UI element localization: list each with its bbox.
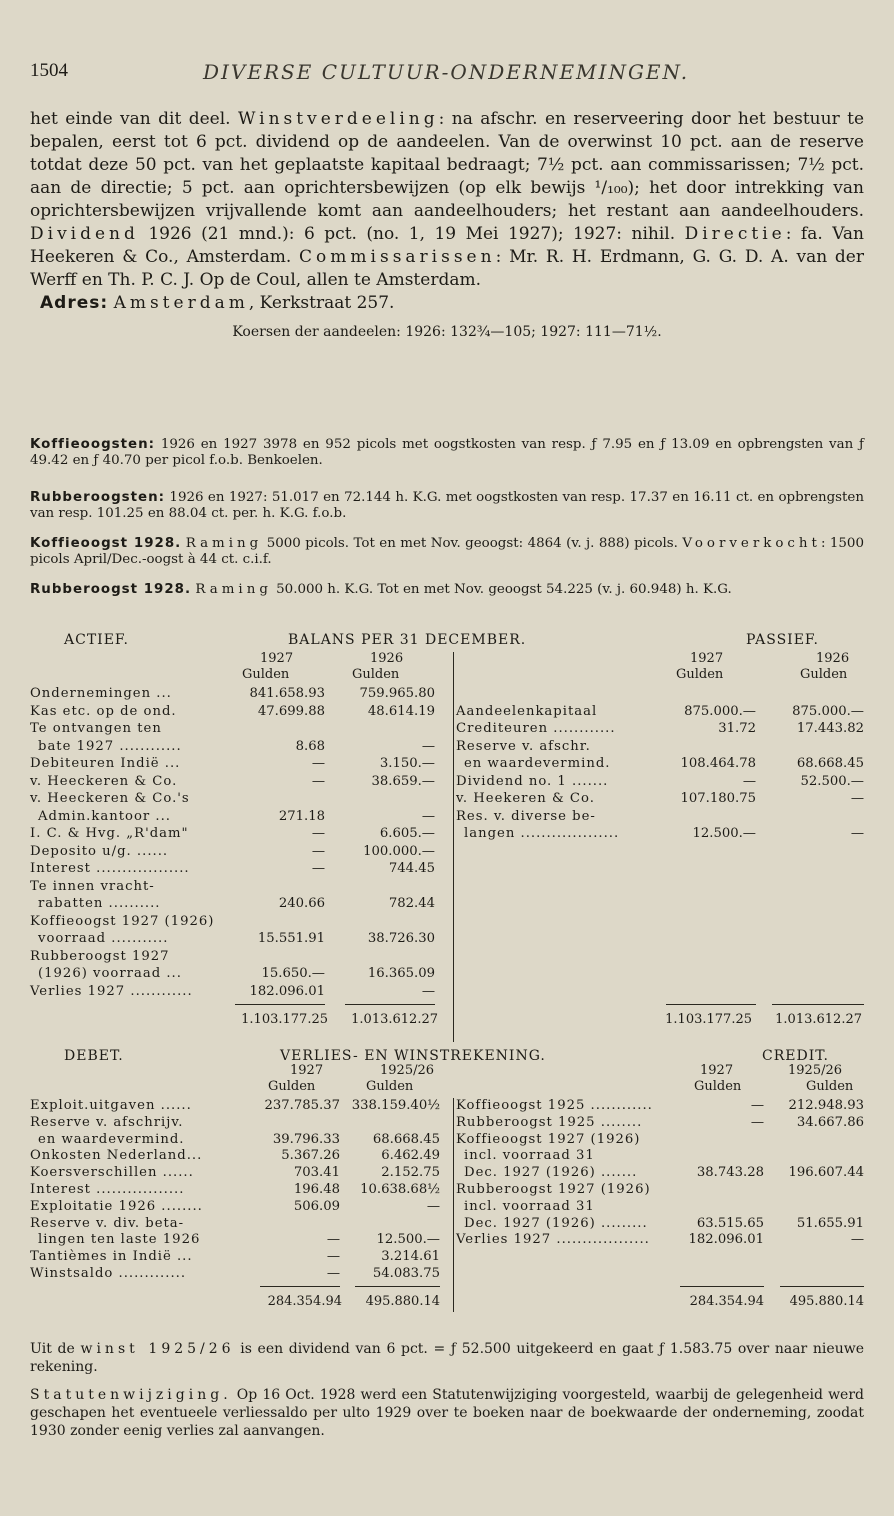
table-row	[30, 1249, 864, 1265]
liabilities-title: PASSIEF.	[746, 632, 819, 648]
total-rule	[666, 1004, 756, 1005]
value-current-year: 15.650.—	[261, 966, 325, 981]
row-label: Exploitatie 1926 ........	[30, 1198, 203, 1214]
row-label: voorraad ...........	[38, 931, 169, 946]
value-current-year: 196.48	[293, 1182, 340, 1197]
table-row	[456, 1182, 894, 1198]
value-current-year: 38.743.28	[696, 1165, 764, 1181]
value-current-year: —	[311, 861, 325, 876]
value-previous-year: 68.668.45	[372, 1131, 440, 1147]
value-current-year: 237.785.37	[264, 1098, 340, 1113]
value-current-year: 8.68	[295, 738, 325, 754]
value-previous-year: 2.152.75	[381, 1165, 440, 1181]
year-1926-right: 1926	[816, 651, 850, 666]
value-previous-year: 16.365.09	[367, 966, 435, 981]
value-current-year: —	[326, 1266, 340, 1281]
rubber-1928-note: Rubberoogst 1928. Raming 50.000 h. K.G. Tot en met Nov. geoogst 54.225 (v. j. 60.948) h. K.G.	[30, 582, 732, 597]
value-current-year: 703.41	[293, 1165, 340, 1181]
value-previous-year: —	[850, 791, 864, 806]
row-label: Ondernemingen ...	[30, 686, 172, 701]
row-label: (1926) voorraad ...	[38, 966, 182, 981]
table-row	[456, 704, 894, 720]
profit-distribution-paragraph: het einde van dit deel. Winstverdeeling: na afschr. en reserveering door het bestuur te bepalen, eerst tot 6 pct. dividend op de aandeelen. Van de overwinst 10 pct. aan de reserve totdat deze 50 pct. van het geplaatste kapitaal bedraagt; 7½ pct. aan commissarissen; 7½ pct. aan de directie; 5 pct. aan oprichtersbewijzen (op elk bewijs ¹/₁₀₀); het door intrekking van oprichtersbewijzen vrijvallende komt aan aandeelhouders; het restant aan aandeelhouders. Dividend 1926 (21 mnd.): 6 pct. (no. 1, 19 Mei 1927); 1927: nihil. Directie: fa. Van Heekeren & Co., Amsterdam. Commissarissen: Mr. R. H. Erdmann, G. G. D. A. van der Werff en Th. P. C. J. Op de Coul, allen te Amsterdam.	[30, 109, 864, 290]
table-row	[456, 756, 894, 772]
year-right-b: 1925/26	[788, 1063, 843, 1078]
value-previous-year: 38.659.—	[371, 773, 435, 789]
row-label: v. Heeckeren & Co.	[30, 773, 178, 789]
profit-loss-header	[30, 1048, 864, 1066]
unit-left-b: Gulden	[352, 667, 400, 682]
value-previous-year: 34.667.86	[796, 1114, 864, 1130]
value-current-year: 31.72	[718, 721, 756, 736]
value-previous-year: —	[426, 1198, 440, 1214]
row-label: v. Heekeren & Co.	[456, 791, 595, 806]
row-label: Dec. 1927 (1926) .......	[464, 1165, 638, 1181]
dividend-paragraph: Uit de winst 1925/26 is een dividend van 6 pct. = ƒ 52.500 uitgekeerd en gaat ƒ 1.583.75 over naar nieuwe rekening.	[30, 1341, 864, 1375]
row-label: Deposito u/g. ......	[30, 843, 169, 859]
row-label: Res. v. diverse be-	[456, 808, 596, 824]
value-current-year: —	[311, 843, 325, 859]
value-previous-year: 6.605.—	[379, 826, 435, 841]
total-assets-1927: 1.103.177.25	[241, 1012, 328, 1027]
year-left-b: 1925/26	[380, 1063, 435, 1078]
value-previous-year: 782.44	[388, 896, 435, 911]
table-row	[456, 774, 894, 790]
year-1926-left: 1926	[370, 651, 404, 666]
value-current-year: —	[326, 1249, 340, 1265]
row-label: Verlies 1927 ............	[30, 983, 193, 999]
table-row	[456, 721, 894, 737]
value-previous-year: 759.965.80	[359, 686, 435, 701]
row-label: v. Heeckeren & Co.'s	[30, 791, 190, 806]
row-label: Reserve v. afschr.	[456, 738, 591, 754]
table-row	[30, 1266, 864, 1282]
row-label: langen ...................	[464, 826, 620, 841]
year-left-a: 1927	[290, 1063, 324, 1078]
row-label: Dividend no. 1 .......	[456, 773, 609, 789]
unit-right-a: Gulden	[676, 667, 724, 682]
value-current-year: 240.66	[278, 896, 325, 911]
year-right-a: 1927	[700, 1063, 734, 1078]
value-previous-year: 212.948.93	[788, 1098, 864, 1113]
row-label: Aandeelenkapitaal	[456, 703, 598, 719]
unit-right-b: Gulden	[800, 667, 848, 682]
row-label: lingen ten laste 1926	[38, 1232, 201, 1248]
value-previous-year: 196.607.44	[788, 1165, 864, 1181]
table-row	[30, 896, 864, 912]
value-previous-year: —	[850, 1232, 864, 1248]
value-previous-year: 744.45	[388, 861, 435, 876]
value-current-year: 182.096.01	[688, 1232, 764, 1248]
table-row	[30, 879, 864, 895]
table-row	[456, 1115, 894, 1131]
value-previous-year: 338.159.40½	[351, 1098, 440, 1113]
table-row	[456, 739, 894, 755]
page-number: 1504	[30, 60, 68, 81]
total-debit-1925-26: 495.880.14	[365, 1294, 440, 1309]
value-current-year: —	[311, 826, 325, 841]
unit-right-b: Gulden	[806, 1079, 854, 1094]
value-current-year: 15.551.91	[257, 931, 325, 946]
row-label: Koffieoogst 1927 (1926)	[30, 913, 215, 929]
total-liabilities-1927: 1.103.177.25	[665, 1012, 752, 1027]
address-line: Adres: Amsterdam, Kerkstraat 257.	[40, 293, 395, 313]
value-current-year: 875.000.—	[684, 703, 756, 719]
coffee-harvests-note: Koffieoogsten: 1926 en 1927 3978 en 952 picols met oogstkosten van resp. ƒ 7.95 en ƒ 13.09 en opbrengsten van ƒ 49.42 en ƒ 40.70 per picol f.o.b. Benkoelen.	[30, 437, 864, 468]
row-label: Reserve v. afschrijv.	[30, 1114, 184, 1130]
row-label: incl. voorraad 31	[464, 1198, 595, 1214]
row-label: Koffieoogst 1927 (1926)	[456, 1131, 641, 1147]
value-current-year: 5.367.26	[281, 1148, 340, 1164]
value-previous-year: 54.083.75	[372, 1266, 440, 1281]
profit-loss-title: VERLIES- EN WINSTREKENING.	[280, 1048, 546, 1064]
row-label: incl. voorraad 31	[464, 1148, 595, 1164]
assets-title: ACTIEF.	[64, 632, 129, 648]
value-current-year: —	[326, 1232, 340, 1248]
running-title: DIVERSE CULTUUR-ONDERNEMINGEN.	[203, 60, 690, 84]
value-current-year: 506.09	[293, 1198, 340, 1214]
total-credit-1927: 284.354.94	[689, 1294, 764, 1309]
coffee-1928-note: Koffieoogst 1928. Raming 5000 picols. Tot en met Nov. geoogst: 4864 (v. j. 888) picols. Voorverkocht: 1500 picols April/Dec.-oogst à 44 ct. c.i.f.	[30, 536, 864, 567]
total-rule	[680, 1286, 764, 1287]
total-rule	[355, 1286, 440, 1287]
unit-right-a: Gulden	[694, 1079, 742, 1094]
row-label: Te innen vracht-	[30, 878, 155, 894]
row-label: Exploit.uitgaven ......	[30, 1098, 192, 1113]
value-previous-year: 6.462.49	[381, 1148, 440, 1164]
row-label: Koersverschillen ......	[30, 1165, 194, 1181]
total-rule	[260, 1286, 340, 1287]
table-row	[456, 1216, 894, 1232]
value-previous-year: —	[421, 983, 435, 999]
table-row	[456, 1165, 894, 1181]
value-previous-year: 100.000.—	[363, 843, 435, 859]
value-previous-year: 10.638.68½	[360, 1182, 440, 1197]
row-label: Tantièmes in Indië ...	[30, 1249, 193, 1265]
table-row	[456, 826, 894, 842]
total-rule	[780, 1286, 864, 1287]
value-current-year: 271.18	[278, 808, 325, 824]
unit-left-a: Gulden	[268, 1079, 316, 1094]
value-current-year: 47.699.88	[257, 703, 325, 719]
row-label: Rubberoogst 1925 ........	[456, 1114, 643, 1130]
share-prices: Koersen der aandeelen: 1926: 132¾—105; 1927: 111—71½.	[232, 324, 662, 340]
table-row	[456, 686, 894, 702]
value-previous-year: 51.655.91	[796, 1215, 864, 1231]
balance-sheet	[30, 632, 864, 1044]
profit-loss-account	[30, 1048, 864, 1320]
rubber-harvests-note: Rubberoogsten: 1926 en 1927: 51.017 en 72.144 h. K.G. met oogstkosten van resp. 17.37 en 16.11 ct. en opbrengsten van resp. 101.25 en 88.04 ct. per. h. K.G. f.o.b.	[30, 490, 864, 521]
value-current-year: 12.500.—	[692, 826, 756, 841]
table-row	[30, 931, 864, 947]
page-header	[30, 48, 860, 88]
row-label: Winstsaldo .............	[30, 1266, 187, 1281]
row-label: Interest .................	[30, 1182, 185, 1197]
value-current-year: 108.464.78	[680, 756, 756, 771]
balance-sheet-header	[30, 632, 864, 650]
value-current-year: —	[311, 756, 325, 771]
row-label: Interest ..................	[30, 861, 190, 876]
total-credit-1925-26: 495.880.14	[789, 1294, 864, 1309]
table-row	[456, 809, 894, 825]
row-label: Verlies 1927 ..................	[456, 1232, 650, 1248]
value-previous-year: 38.726.30	[367, 931, 435, 946]
row-label: rabatten ..........	[38, 896, 161, 911]
row-label: Koffieoogst 1925 ............	[456, 1098, 653, 1113]
row-label: Onkosten Nederland...	[30, 1148, 203, 1164]
value-previous-year: —	[850, 826, 864, 841]
total-liabilities-1926: 1.013.612.27	[775, 1012, 862, 1027]
value-current-year: 39.796.33	[272, 1131, 340, 1147]
row-label: en waardevermind.	[38, 1131, 185, 1147]
row-label: Kas etc. op de ond.	[30, 703, 177, 719]
total-rule	[235, 1004, 325, 1005]
value-previous-year: 52.500.—	[800, 773, 864, 789]
value-current-year: —	[311, 773, 325, 789]
value-current-year: 107.180.75	[680, 791, 756, 806]
year-1927-right: 1927	[690, 651, 724, 666]
row-label: Debiteuren Indië ...	[30, 756, 181, 771]
row-label: bate 1927 ............	[38, 738, 182, 754]
value-current-year: —	[750, 1098, 764, 1113]
table-row	[30, 949, 864, 965]
row-label: I. C. & Hvg. „R'dam"	[30, 826, 189, 841]
value-current-year: 63.515.65	[696, 1215, 764, 1231]
row-label: Crediteuren ............	[456, 721, 616, 736]
value-current-year: —	[750, 1114, 764, 1130]
table-row	[30, 844, 864, 860]
table-row	[456, 1098, 894, 1114]
value-previous-year: 3.214.61	[381, 1249, 440, 1265]
value-previous-year: 48.614.19	[367, 703, 435, 719]
table-row	[456, 1132, 894, 1148]
table-row	[30, 984, 864, 1000]
value-current-year: 182.096.01	[249, 983, 325, 999]
year-1927-left: 1927	[260, 651, 294, 666]
value-previous-year: 3.150.—	[379, 756, 435, 771]
row-label: en waardevermind.	[464, 756, 611, 771]
credit-title: CREDIT.	[762, 1048, 829, 1064]
total-assets-1926: 1.013.612.27	[351, 1012, 438, 1027]
value-previous-year: —	[421, 738, 435, 754]
row-label: Dec. 1927 (1926) .........	[464, 1215, 648, 1231]
table-row	[30, 861, 864, 877]
total-rule	[345, 1004, 435, 1005]
value-previous-year: —	[421, 808, 435, 824]
row-label: Te ontvangen ten	[30, 721, 162, 736]
value-previous-year: 68.668.45	[796, 756, 864, 771]
row-label: Rubberoogst 1927 (1926)	[456, 1182, 651, 1197]
balance-title: BALANS PER 31 DECEMBER.	[288, 632, 527, 648]
debit-title: DEBET.	[64, 1048, 124, 1064]
table-row	[456, 1232, 894, 1248]
table-row	[456, 791, 894, 807]
value-previous-year: 12.500.—	[376, 1232, 440, 1248]
row-label: Admin.kantoor ...	[38, 808, 171, 824]
total-debit-1927: 284.354.94	[267, 1294, 342, 1309]
table-row	[30, 966, 864, 982]
value-previous-year: 17.443.82	[796, 721, 864, 736]
company-description	[30, 108, 864, 344]
unit-left-b: Gulden	[366, 1079, 414, 1094]
table-row	[456, 1148, 894, 1164]
row-label: Reserve v. div. beta-	[30, 1215, 185, 1231]
table-row	[30, 914, 864, 930]
row-label: Rubberoogst 1927	[30, 948, 170, 964]
value-current-year: —	[742, 773, 756, 789]
total-rule	[772, 1004, 864, 1005]
value-previous-year: 875.000.—	[792, 703, 864, 719]
value-current-year: 841.658.93	[249, 686, 325, 701]
statute-change-paragraph: Statutenwijziging. Op 16 Oct. 1928 werd een Statutenwijziging voorgesteld, waarbij de gelegenheid werd geschapen het eventueele verliessaldo per ulto 1929 over te boeken naar de boekwaarde der onderneming, zoodat 1930 zonder eenig verlies zal aanvangen.	[30, 1387, 864, 1439]
table-row	[456, 1199, 894, 1215]
unit-left-a: Gulden	[242, 667, 290, 682]
